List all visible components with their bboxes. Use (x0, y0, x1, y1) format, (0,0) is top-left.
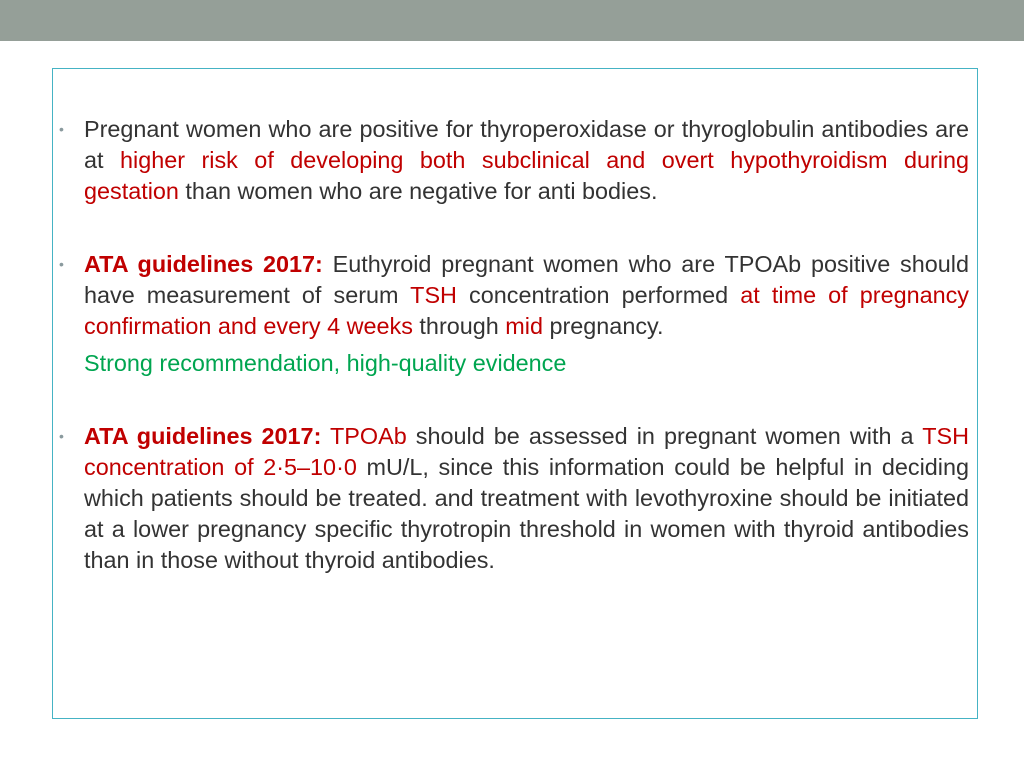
bullet-dot-icon: • (59, 256, 64, 272)
content-frame (52, 68, 978, 719)
bullet2-text-1: Euthyroid pregnant women who are TPOAb positive should have measurement of serum (84, 251, 969, 308)
recommendation-strength: Strong recommendation, high-quality evidence (84, 350, 567, 376)
bullet1-highlight-risk: higher risk of developing both subclinical and overt hypothyroidism during gestation (84, 147, 970, 204)
bullet3-text-2: should be assessed in pregnant women with a (406, 423, 923, 449)
bullet-item-antibody-risk (53, 114, 977, 207)
bullet2-highlight-timing: at time of pregnancy confirmation and every 4 weeks (84, 282, 970, 339)
bullet1-text-1: Pregnant women who are positive for thyroperoxidase or thyroglobulin antibodies are at (84, 116, 969, 173)
bullet3-highlight-tsh-range: TSH concentration of 2·5–10·0 (84, 423, 969, 480)
bullet2-text-3: through (412, 313, 506, 339)
bullet-item-ata-tsh-monitoring (53, 249, 977, 342)
bullet3-highlight-tpoab: TPOAb (330, 423, 407, 449)
bullet2-highlight-tsh: TSH (410, 282, 457, 308)
bullet3-text-3: mU/L, since this information could be helpful in deciding which patients should be treated. and treatment with levothyroxine should be initiated at a lower pregnancy specific thyrotropin threshold in women with thyroid antibodies than in those without thyroid antibodies. (84, 454, 969, 573)
bullet2-heading: ATA guidelines 2017: (84, 251, 323, 277)
bullet3-text-1 (321, 423, 330, 449)
bullet2-text-2: concentration performed (456, 282, 741, 308)
bullet2-text-4: pregnancy. (542, 313, 664, 339)
bullet1-text-2: than women who are negative for anti bodies. (178, 178, 658, 204)
top-banner (0, 0, 1024, 41)
bullet-dot-icon: • (59, 121, 64, 137)
bullet-dot-icon: • (59, 428, 64, 444)
bullet2-highlight-mid: mid (505, 313, 543, 339)
bullet-list (53, 114, 977, 576)
bullet-item-ata-tpoab-assessment (53, 421, 977, 576)
bullet3-heading: ATA guidelines 2017: (84, 423, 322, 449)
